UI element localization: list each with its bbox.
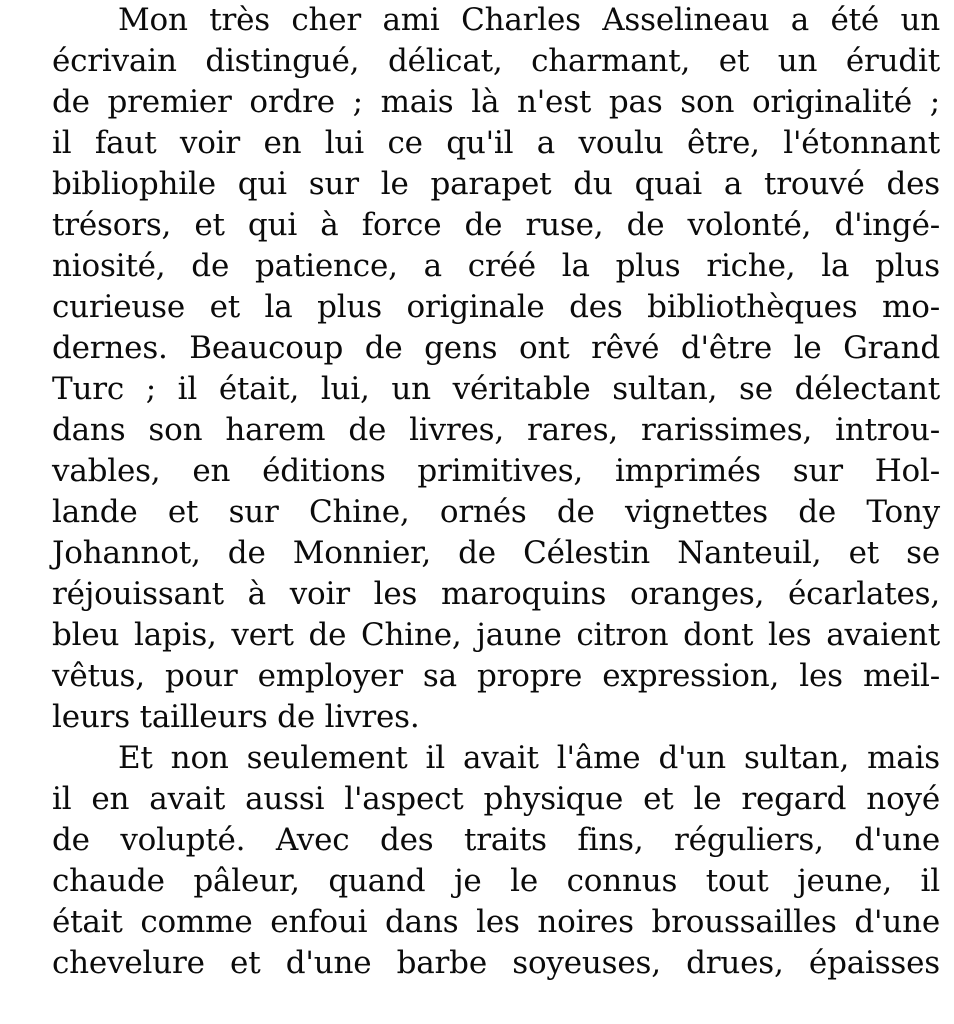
text-line: dernes. Beaucoup de gens ont rêvé d'être le Grand <box>52 330 940 366</box>
text-line: leurs tailleurs de livres. <box>52 699 420 735</box>
text-line: Johannot, de Monnier, de Célestin Nanteuil, et se <box>52 535 940 571</box>
text-line: Et non seulement il avait l'âme d'un sultan, mais <box>118 740 940 776</box>
text-line: bibliophile qui sur le parapet du quai a trouvé des <box>52 166 940 202</box>
text-line: lande et sur Chine, ornés de vignettes de Tony <box>52 494 940 530</box>
text-line: chaude pâleur, quand je le connus tout jeune, il <box>52 863 940 899</box>
text-line: Mon très cher ami Charles Asselineau a été un <box>118 2 940 38</box>
text-line: niosité, de patience, a créé la plus riche, la plus <box>52 248 940 284</box>
text-line: de premier ordre ; mais là n'est pas son originalité ; <box>52 84 940 120</box>
text-line: Turc ; il était, lui, un véritable sultan, se délectant <box>52 371 940 407</box>
text-line: écrivain distingué, délicat, charmant, et un érudit <box>52 43 940 79</box>
text-line: de volupté. Avec des traits fins, réguliers, d'une <box>52 822 940 858</box>
text-line: curieuse et la plus originale des bibliothèques mo- <box>52 289 940 325</box>
text-line: il en avait aussi l'aspect physique et le regard noyé <box>52 781 940 817</box>
text-line: réjouissant à voir les maroquins oranges, écarlates, <box>52 576 940 612</box>
text-line: il faut voir en lui ce qu'il a voulu être, l'étonnant <box>52 125 940 161</box>
text-line: vêtus, pour employer sa propre expression, les meil- <box>52 658 940 694</box>
text-line: trésors, et qui à force de ruse, de volonté, d'ingé- <box>52 207 940 243</box>
text-line: dans son harem de livres, rares, rarissimes, introu- <box>52 412 940 448</box>
text-line: était comme enfoui dans les noires broussailles d'une <box>52 904 940 940</box>
text-line: bleu lapis, vert de Chine, jaune citron dont les avaient <box>52 617 940 653</box>
text-line: vables, en éditions primitives, imprimés sur Hol- <box>52 453 940 489</box>
text-line: chevelure et d'une barbe soyeuses, drues, épaisses <box>52 945 940 981</box>
